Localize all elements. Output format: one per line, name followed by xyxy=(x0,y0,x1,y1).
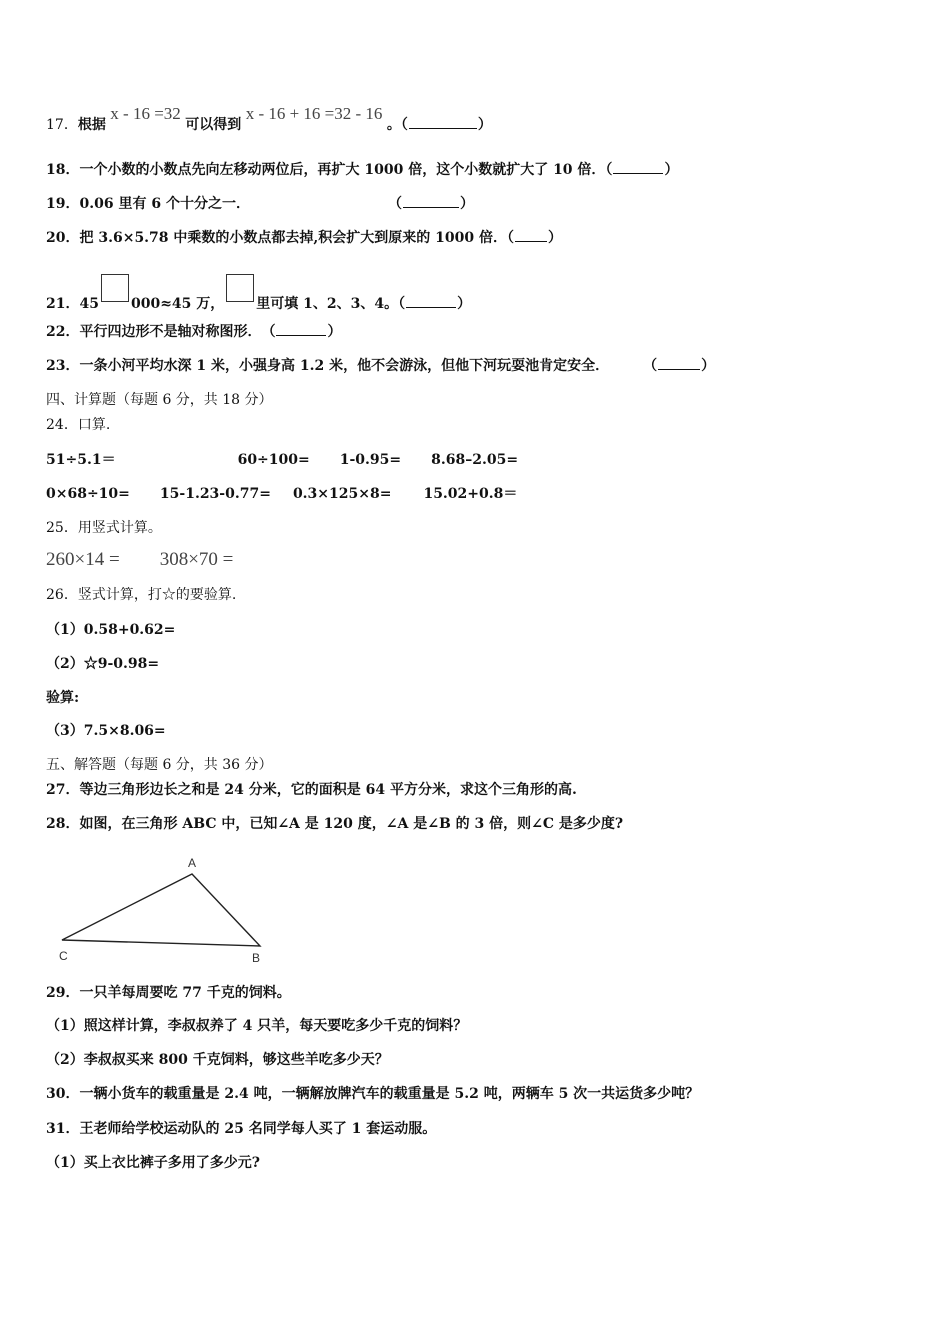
question-number: 17． xyxy=(46,117,78,133)
question-29-part-1: （1）照这样计算，李叔叔养了 4 只羊，每天要吃多少千克的饲料？ xyxy=(46,1018,468,1034)
answer-blank[interactable] xyxy=(613,161,663,174)
question-30: 30．一辆小货车的载重量是 2.4 吨，一辆解放牌汽车的载重量是 5.2 吨，两辆车 5 次一共运货多少吨？ xyxy=(46,1086,700,1102)
vertical-calc-items: 260×14 = 308×70 = xyxy=(46,549,234,570)
question-20: 20．把 3.6×5.78 中乘数的小数点都去掉,积会扩大到原来的 1000 倍．（ ） xyxy=(46,230,563,246)
question-21: 21．45 000≈45 万， 里可填 1、2、3、4。（ ） xyxy=(46,274,471,314)
question-18: 18．一个小数的小数点先向左移动两位后，再扩大 1000 倍，这个小数就扩大了 10 倍．（ ） xyxy=(46,162,679,178)
question-29: 29．一只羊每周要吃 77 千克的饲料。 xyxy=(46,985,291,1001)
question-19: 19．0.06 里有 6 个十分之一． （ ） xyxy=(46,196,474,212)
section-4-heading: 四、计算题（每题 6 分，共 18 分） xyxy=(46,392,273,408)
oral-calc-row-1: 51÷5.1＝ 60÷100= 1-0.95= 8.68–2.05= xyxy=(46,452,519,468)
vertex-label-a: A xyxy=(188,856,197,870)
question-22: 22．平行四边形不是轴对称图形． （ ） xyxy=(46,324,342,340)
triangle-abc-figure xyxy=(52,854,282,966)
answer-blank[interactable] xyxy=(276,323,326,336)
oral-calc-row-2: 0×68÷10= 15-1.23-0.77= 0.3×125×8= 15.02+0.8＝ xyxy=(46,486,518,502)
question-23: 23．一条小河平均水深 1 米，小强身高 1.2 米，他不会游泳，但他下河玩耍池肯定安全． （ ） xyxy=(46,358,716,374)
answer-blank[interactable] xyxy=(406,295,456,308)
check-label: 验算: xyxy=(46,690,80,706)
question-26-part-1: （1）0.58+0.62= xyxy=(46,622,176,638)
answer-blank[interactable] xyxy=(658,357,700,370)
answer-blank[interactable] xyxy=(403,195,459,208)
triangle-abc xyxy=(62,874,260,946)
equation-2: x - 16 + 16 =32 - 16 xyxy=(245,104,383,123)
vertex-label-c: C xyxy=(59,949,68,963)
question-28: 28．如图，在三角形 ABC 中，已知∠A 是 120 度，∠A 是∠B 的 3 倍，则∠C 是多少度? xyxy=(46,816,624,832)
digit-box[interactable] xyxy=(101,274,129,302)
vertex-label-b: B xyxy=(252,951,261,965)
question-17: 17．根据 x - 16 =32 可以得到 x - 16 + 16 =32 - 16 。（ ） xyxy=(46,104,492,133)
digit-box[interactable] xyxy=(226,274,254,302)
question-31-part-1: （1）买上衣比裤子多用了多少元? xyxy=(46,1155,260,1171)
answer-blank[interactable] xyxy=(409,116,477,129)
question-27: 27．等边三角形边长之和是 24 分米，它的面积是 64 平方分米，求这个三角形的高. xyxy=(46,782,577,798)
question-26-part-2: （2）☆9-0.98= xyxy=(46,656,160,672)
question-25: 25．用竖式计算。 xyxy=(46,520,162,536)
section-5-heading: 五、解答题（每题 6 分，共 36 分） xyxy=(46,757,273,773)
equation-1: x - 16 =32 xyxy=(110,104,181,123)
question-29-part-2: （2）李叔叔买来 800 千克饲料，够这些羊吃多少天？ xyxy=(46,1052,389,1068)
answer-blank[interactable] xyxy=(515,229,547,242)
question-31: 31．王老师给学校运动队的 25 名同学每人买了 1 套运动服。 xyxy=(46,1121,437,1137)
question-26-part-3: （3）7.5×8.06= xyxy=(46,723,166,739)
question-26: 26．竖式计算，打☆的要验算. xyxy=(46,587,237,603)
question-24: 24．口算. xyxy=(46,417,111,433)
